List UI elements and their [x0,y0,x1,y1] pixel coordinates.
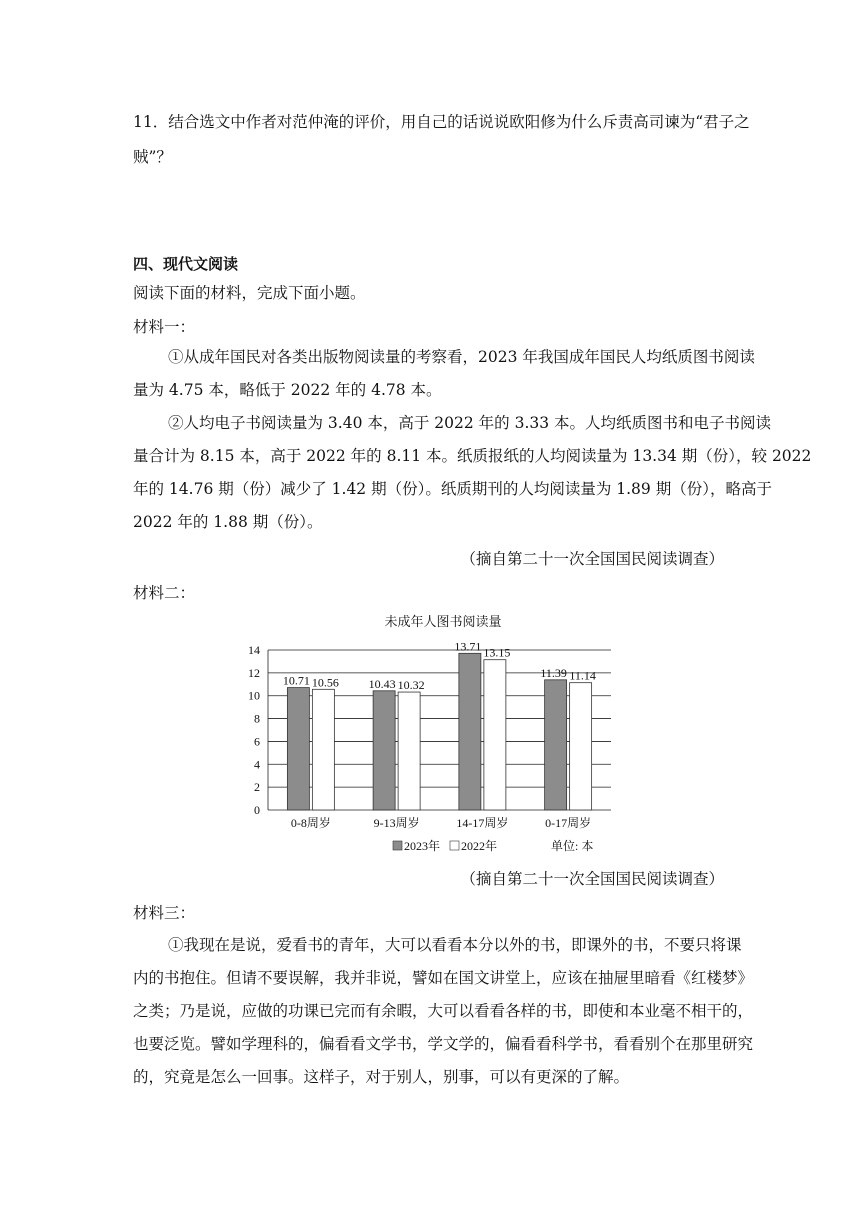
material-3-label: 材料三： [133,904,196,922]
section-instruction: 阅读下面的材料，完成下面小题。 [133,284,366,302]
material-1-line: 2022 年的 1.88 期（份）。 [133,513,323,531]
x-axis-labels [291,815,591,830]
material-1-line: 年的 14.76 期（份）减少了 1.42 期（份）。纸质期刊的人均阅读量为 1.89 期（份），略高于 [133,480,772,498]
data-label: 11.39 [540,665,567,680]
material-2-source: （摘自第二十一次全国国民阅读调查） [460,870,724,888]
legend-swatch-2023 [393,841,402,850]
bar [545,680,567,810]
material-3-line: 内的书抱住。但请不要误解，我并非说，譬如在国文讲堂上，应该在抽屉里暗看《红楼梦》 [133,969,754,987]
category-label: 14-17周岁 [456,816,509,830]
bar [287,688,309,810]
material-1-line: ②人均电子书阅读量为 3.40 本，高于 2022 年的 3.33 本。人均纸质图书和电子书阅读 [168,414,772,432]
bar [484,660,506,810]
y-tick-label: 4 [254,757,260,772]
data-label: 10.56 [311,675,339,690]
data-label: 10.32 [397,678,425,693]
bar [312,689,334,810]
section-title: 四、现代文阅读 [133,255,239,273]
material-3-line: 的，究竟是怎么一回事。这样子，对于别人，别事，可以有更深的了解。 [133,1068,630,1086]
category-label: 0-17周岁 [545,816,592,830]
data-label: 13.71 [454,639,482,654]
category-label: 0-8周岁 [290,816,331,830]
y-tick-label: 2 [254,780,260,795]
unit-label: 单位: 本 [551,839,594,853]
data-label: 13.15 [483,645,511,660]
y-axis [248,643,268,817]
y-tick-label: 10 [248,688,260,703]
material-1-line: ①从成年国民对各类出版物阅读量的考察看，2023 年我国成年国民人均纸质图书阅读 [168,348,755,366]
material-1-line: 量为 4.75 本，略低于 2022 年的 4.78 本。 [133,381,442,399]
chart-legend [393,838,593,853]
data-label: 11.14 [569,668,596,683]
legend-swatch-2022 [450,841,459,850]
material-1-label: 材料一： [133,318,196,336]
question-11-line-2: 贼”？ [133,148,172,166]
chart-title: 未成年人图书阅读量 [384,614,502,629]
question-11-line-1: 11．结合选文中作者对范仲淹的评价，用自己的话说说欧阳修为什么斥责高司谏为“君子之 [133,113,750,131]
y-tick-label: 8 [254,711,260,726]
legend-label-2022: 2022年 [461,839,498,853]
reading-bar-chart [238,612,628,860]
bar [398,692,420,810]
bar [570,683,592,810]
bar [459,653,481,810]
material-3-line: 之类；乃是说，应做的功课已完而有余暇，大可以看看各样的书，即使和本业毫不相干的， [133,1002,754,1020]
y-tick-label: 14 [248,643,260,657]
material-1-source: （摘自第二十一次全国国民阅读调查） [460,550,724,568]
category-label: 9-13周岁 [373,816,420,830]
y-tick-label: 12 [248,665,260,680]
data-label: 10.43 [368,676,396,691]
material-1-line: 量合计为 8.15 本，高于 2022 年的 8.11 本。纸质报纸的人均阅读量为 13.34 期（份），较 2022 [133,447,812,465]
material-3-line: ①我现在是说，爱看书的青年，大可以看看本分以外的书，即课外的书，不要只将课 [168,936,742,954]
y-tick-label: 6 [254,734,260,749]
bar [373,691,395,810]
material-3-line: 也要泛览。譬如学理科的，偏看看文学书，学文学的，偏看看科学书，看看别个在那里研究 [133,1035,754,1053]
y-tick-label: 0 [254,803,260,817]
data-label: 10.71 [282,673,310,688]
material-2-label: 材料二： [133,584,196,602]
legend-label-2023: 2023年 [404,839,441,853]
